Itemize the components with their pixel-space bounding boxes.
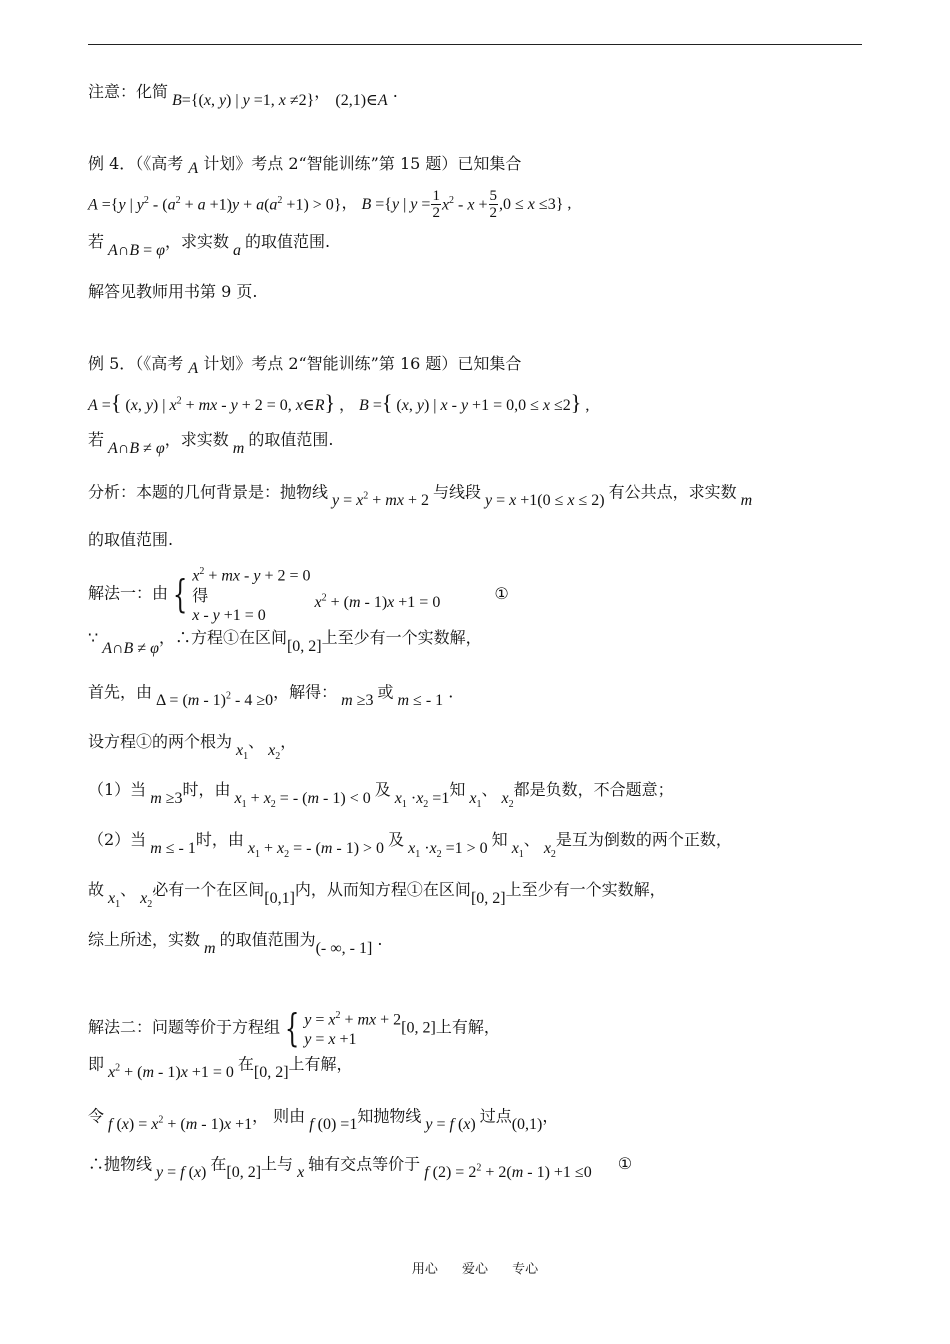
example4-condition: 若 A∩B = φ，求实数 a 的取值范围.: [88, 232, 331, 259]
since-line: ∵ A∩B ≠ φ，∴方程①在区间[0, 2]上至少有一个实数解，: [88, 628, 482, 657]
discriminant-line: 首先，由 Δ = (m - 1)$^2$ - 4 ≥0，解得： m ≥3 或 m ≤ - 1 .: [88, 682, 454, 710]
header-rule: [88, 44, 862, 45]
analysis-line-cont: 的取值范围.: [88, 530, 174, 549]
example4-answer-ref: 解答见教师用书第 9 页.: [88, 282, 258, 301]
therefore-line: 故 $x_1$、 $x_2$必有一个在区间[0,1]内，从而知方程①在区间[0, 2]上至少有一个实数解，: [88, 880, 666, 911]
equivalent-line: 即 $x^2 + (m - 1)x +1 = 0$ 在[0, 2]上有解，: [88, 1054, 353, 1082]
final-line: ∴抛物线 y = f (x) 在[0, 2]上与 x 轴有交点等价于 f $(2) = 2^2 + 2(m - 1) +1 \le 0$ ①: [88, 1154, 633, 1182]
case1-line: （1）当 m ≥3时，由 $x_1 + x_2$ = - (m - 1) < 0 及 $x_1 \cdot x_2 =1$知 $x_1$、 $x_2$都是负数，不合题意；: [88, 780, 674, 811]
footer-b: 爱心: [461, 1262, 488, 1277]
note-line: 注意：化简 B={(x, y) | y =1, x ≠2}， (2,1)∈A .: [88, 82, 398, 109]
method2-line: 解法二：问题等价于方程组 { $y = x^2$ + mx + 2 y = x +1 [0, 2]上有解，: [88, 1006, 500, 1051]
analysis-line: 分析：本题的几何背景是：抛物线 $y = x^2$ + mx + 2 与线段 y = x +1(0 ≤ x ≤ 2) 有公共点，求实数 m: [88, 482, 753, 510]
example5-title: 例 5．（《高考 A 计划》考点 2“智能训练”第 16 题）已知集合: [88, 354, 522, 377]
conclusion-line: 综上所述，实数 m 的取值范围为(- ∞, - 1] .: [88, 930, 383, 957]
case2-line: （2）当 m ≤ - 1时，由 $x_1 + x_2$ = - (m - 1) > 0 及 $x_1 \cdot x_2 =1 > 0$ 知 $x_1$、 $x_2$是互为倒数的两个正数，: [88, 830, 732, 861]
example5-sets: A ={ (x, y) | $x^2$ + mx - y + 2 = 0, x∈R} ， B ={ (x, y) | x - y +1 = 0,0 ≤ x ≤2} ,: [88, 390, 590, 415]
example4-sets: A ={y | $y^2 - (a^2 + a +1)y + a(a^2 +1) > 0$}， B ={y | y = $\frac{1}{2}$ $x^2$ - x + $\frac{5}{2}$ ,0 ≤ x ≤3} ,: [88, 188, 572, 221]
example4-title: 例 4．（《高考 A 计划》考点 2“智能训练”第 15 题）已知集合: [88, 154, 522, 177]
roots-line: 设方程①的两个根为 $x_1$、 $x_2$，: [88, 732, 297, 763]
footer-a: 用心: [411, 1262, 438, 1277]
example5-condition: 若 A∩B ≠ φ，求实数 m 的取值范围.: [88, 430, 334, 457]
function-line: 令 f $(x) = x^2 + (m - 1)x +1$， 则由 f (0) =1知抛物线 y = f (x) 过点(0,1)，: [88, 1106, 559, 1134]
page-footer: [0, 1258, 950, 1277]
method1-line: 解法一：由 { $x^2$ + mx - y + 2 = 0 得 x - y +1 = 0 $x^2 + (m - 1)x +1 = 0$ ①: [88, 566, 509, 625]
footer-c: 专心: [512, 1262, 539, 1277]
